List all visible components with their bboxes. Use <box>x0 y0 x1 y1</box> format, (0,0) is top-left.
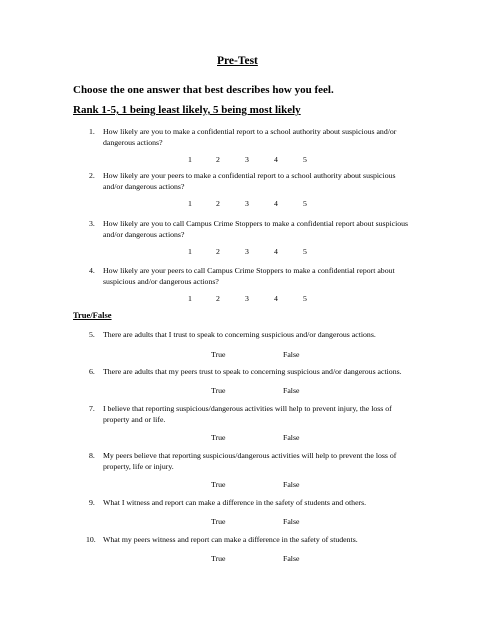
true-option[interactable]: True <box>211 433 226 442</box>
rank-option-4[interactable]: 4 <box>274 199 278 208</box>
false-option[interactable]: False <box>283 480 300 489</box>
question-number: 2. <box>89 171 95 180</box>
question-number: 7. <box>89 404 95 413</box>
rank-option-2[interactable]: 2 <box>216 294 220 303</box>
question-text: What my peers witness and report can make a difference in the safety of students. <box>103 535 358 544</box>
true-false-heading: True/False <box>73 310 112 320</box>
rank-option-1[interactable]: 1 <box>188 247 192 256</box>
rank-heading: Rank 1-5, 1 being least likely, 5 being most likely <box>73 104 301 116</box>
rank-option-3[interactable]: 3 <box>245 155 249 164</box>
true-option[interactable]: True <box>211 517 226 526</box>
question-line-2: and/or dangerous actions? <box>103 181 185 191</box>
question-line-2: suspicious and/or dangerous actions? <box>103 276 219 286</box>
rank-option-1[interactable]: 1 <box>188 294 192 303</box>
true-option[interactable]: True <box>211 480 226 489</box>
question-number: 6. <box>89 367 95 376</box>
rank-option-4[interactable]: 4 <box>274 247 278 256</box>
rank-option-2[interactable]: 2 <box>216 155 220 164</box>
question-text <box>103 404 392 425</box>
question-line-2: property, life or injury. <box>103 461 174 471</box>
rank-option-3[interactable]: 3 <box>245 247 249 256</box>
false-option[interactable]: False <box>283 517 300 526</box>
question-number: 3. <box>89 219 95 228</box>
question-line-1: I believe that reporting suspicious/dangerous activities will help to prevent injury, the loss of <box>103 404 392 413</box>
rank-option-3[interactable]: 3 <box>245 199 249 208</box>
question-number: 1. <box>89 127 95 136</box>
question-text: There are adults that I trust to speak to concerning suspicious and/or dangerous actions. <box>103 330 376 339</box>
question-line-1: How likely are your peers to call Campus Crime Stoppers to make a confidential report about <box>103 266 395 275</box>
question-number: 4. <box>89 266 95 275</box>
false-option[interactable]: False <box>283 350 300 359</box>
true-option[interactable]: True <box>211 386 226 395</box>
question-text: What I witness and report can make a difference in the safety of students and others. <box>103 498 367 507</box>
question-line-2: and/or dangerous actions? <box>103 229 185 239</box>
question-line-1: My peers believe that reporting suspicious/dangerous activities will help to prevent the loss of <box>103 451 397 460</box>
question-line-1: How likely are you to make a confidential report to a school authority about suspicious and/or <box>103 127 397 136</box>
false-option[interactable]: False <box>283 554 300 563</box>
rank-option-5[interactable]: 5 <box>303 247 307 256</box>
instruction-heading: Choose the one answer that best describes how you feel. <box>73 84 334 96</box>
rank-option-5[interactable]: 5 <box>303 294 307 303</box>
question-line-1: How likely are your peers to make a confidential report to a school authority about suspicious <box>103 171 396 180</box>
page-title: Pre-Test <box>217 55 258 67</box>
question-number: 10. <box>86 535 96 544</box>
rank-option-4[interactable]: 4 <box>274 294 278 303</box>
false-option[interactable]: False <box>283 433 300 442</box>
rank-option-1[interactable]: 1 <box>188 155 192 164</box>
question-text <box>103 451 396 472</box>
false-option[interactable]: False <box>283 386 300 395</box>
true-option[interactable]: True <box>211 554 226 563</box>
rank-option-5[interactable]: 5 <box>303 155 307 164</box>
rank-option-1[interactable]: 1 <box>188 199 192 208</box>
question-text <box>103 171 396 192</box>
question-number: 5. <box>89 330 95 339</box>
question-text <box>103 266 395 287</box>
rank-option-3[interactable]: 3 <box>245 294 249 303</box>
question-text <box>103 219 408 240</box>
true-option[interactable]: True <box>211 350 226 359</box>
question-text <box>103 127 396 148</box>
rank-option-5[interactable]: 5 <box>303 199 307 208</box>
rank-option-2[interactable]: 2 <box>216 199 220 208</box>
question-line-1: How likely are you to call Campus Crime Stoppers to make a confidential report about suspicious <box>103 219 409 228</box>
question-number: 8. <box>89 451 95 460</box>
question-number: 9. <box>89 498 95 507</box>
question-text: There are adults that my peers trust to speak to concerning suspicious and/or dangerous actions. <box>103 367 402 376</box>
question-line-2: dangerous actions? <box>103 137 163 147</box>
rank-option-2[interactable]: 2 <box>216 247 220 256</box>
rank-option-4[interactable]: 4 <box>274 155 278 164</box>
question-line-2: property and or life. <box>103 414 166 424</box>
